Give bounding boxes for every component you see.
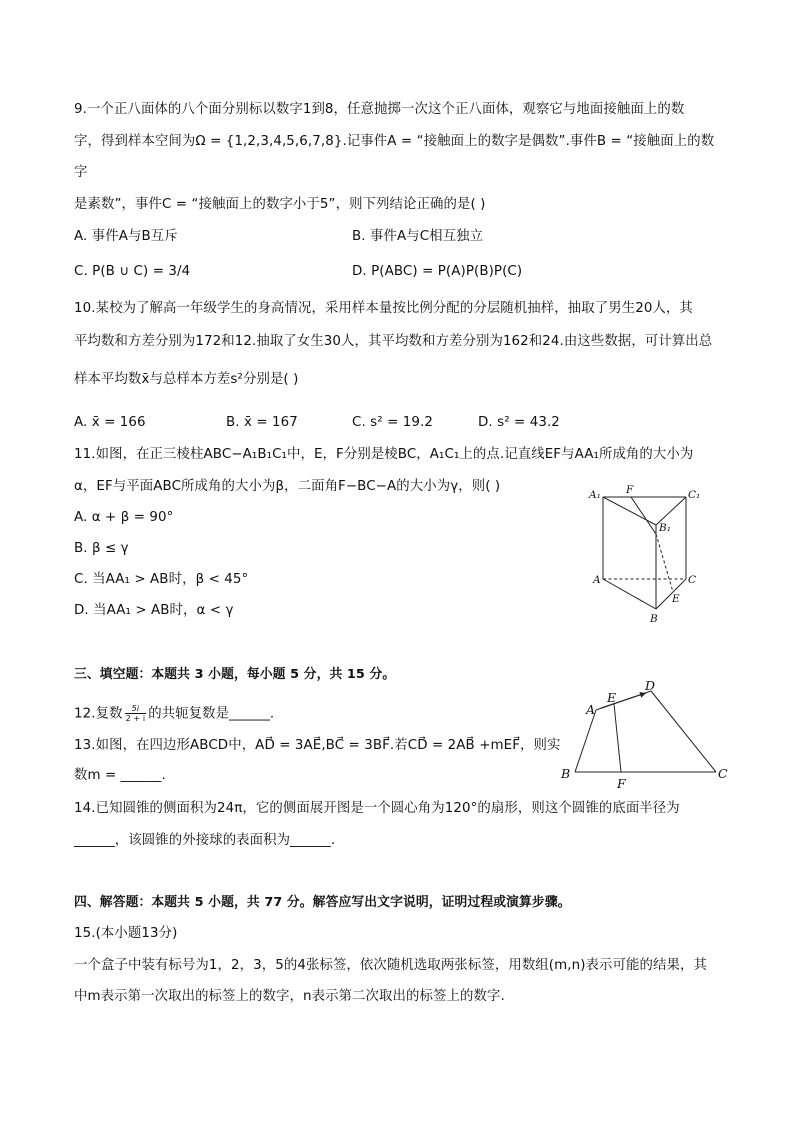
q12-suffix: 的共轭复数是______. [148,706,275,722]
label-f: F [617,776,626,791]
q12-prefix: 12.复数 [74,706,123,722]
q15-line-1: 一个盒子中装有标号为1，2，3，5的4张标签，依次随机选取两张标签，用数组(m,n)表示可能的结果，其 [74,958,707,973]
q9-line-3: 字 [74,165,88,180]
segment-ef-visible [631,497,656,534]
label-a: A [586,702,596,717]
q9-line-2: 字，得到样本空间为Ω = {1,2,3,4,5,6,7,8}.记事件A = “接触面上的数字是偶数”.事件B = “接触面上的数 [74,134,715,149]
q9-option-c: C. P(B ∪ C) = 3/4 [74,264,191,279]
q11-option-b: B. β ≤ γ [74,541,129,556]
segment-ef-hidden [656,534,673,592]
label-e: E [672,593,680,605]
q10-option-b: B. x̄ = 167 [226,415,298,430]
q11-option-c: C. 当AA₁ > AB时，β < 45° [74,572,249,587]
q11-line-1: 11.如图，在正三棱柱ABC−A₁B₁C₁中，E，F分别是棱BC，A₁C₁上的点.记直线EF与AA₁所成角的大小为 [74,447,694,462]
q12-frac-den: 2 + i [125,714,146,723]
q13-line-1: 13.如图，在四边形ABCD中，AD⃗ = 3AE⃗,BC⃗ = 3BF⃗.若CD⃗ = 2AB⃗ +mEF⃗，则实 [74,738,561,753]
segment-dc [651,691,716,772]
label-c1: C₁ [688,489,701,501]
label-f: F [626,484,634,496]
segment-ab [575,710,596,772]
edge-a1b1 [603,497,656,525]
q12-fraction [125,704,147,723]
q9-line-1: 9.一个正八面体的八个面分别标以数字1到8，任意抛掷一次这个正八面体，观察它与地面接触面上的数 [74,102,685,117]
q12-frac-num: 5i [125,704,147,714]
q14-line-2: ______，该圆锥的外接球的表面积为______. [74,833,336,848]
label-c: C [688,574,697,586]
segment-ef [614,704,621,772]
q10-line-3: 样本平均数x̄与总样本方差s²分别是( ) [74,372,299,387]
label-c: C [718,766,728,781]
q14-line-1: 14.已知圆锥的侧面积为24π，它的侧面展开图是一个圆心角为120°的扇形，则这个圆锥的底面半径为 [74,801,680,816]
q13-line-2: 数m = ______. [74,768,166,783]
q9-line-4: 是素数”，事件C = “接触面上的数字小于5”，则下列结论正确的是( ) [74,197,486,212]
label-b1: B₁ [659,522,671,534]
q11-line-2: α，EF与平面ABC所成角的大小为β，二面角F−BC−A的大小为γ，则( ) [74,479,501,494]
label-b: B [650,613,658,625]
q10-option-d: D. s² = 43.2 [478,415,560,430]
section-4-heading: 四、解答题：本题共 5 小题，共 77 分。解答应写出文字说明，证明过程或演算步骤。 [74,895,571,910]
q10-line-2: 平均数和方差分别为172和12.抽取了女生30人，其平均数和方差分别为162和24.由这些数据，可计算出总 [74,334,713,349]
q12-line [74,704,274,724]
edge-ab [603,579,656,609]
label-d: D [645,678,656,693]
label-e: E [607,690,617,705]
q10-line-1: 10.某校为了解高一年级学生的身高情况，采用样本量按比例分配的分层随机抽样，抽取了男生20人，其 [74,301,693,316]
edge-b1c1 [656,497,686,525]
label-b: B [561,766,571,781]
q9-option-a: A. 事件A与B互斥 [74,229,178,244]
quadrilateral-figure [556,674,734,792]
q9-option-d: D. P(ABC) = P(A)P(B)P(C) [352,264,523,279]
q10-option-c: C. s² = 19.2 [352,415,433,430]
q15-title: 15.(本小题13分) [74,926,178,941]
q9-option-b: B. 事件A与C相互独立 [352,229,484,244]
q10-option-a: A. x̄ = 166 [74,415,146,430]
q11-option-d: D. 当AA₁ > AB时，α < γ [74,603,234,618]
q15-line-2: 中m表示第一次取出的标签上的数字，n表示第二次取出的标签上的数字. [74,989,505,1004]
label-a1: A₁ [589,489,601,501]
prism-figure [580,484,710,626]
label-a: A [593,574,601,586]
q11-option-a: A. α + β = 90° [74,510,174,525]
section-3-heading: 三、填空题：本题共 3 小题，每小题 5 分，共 15 分。 [74,667,396,682]
